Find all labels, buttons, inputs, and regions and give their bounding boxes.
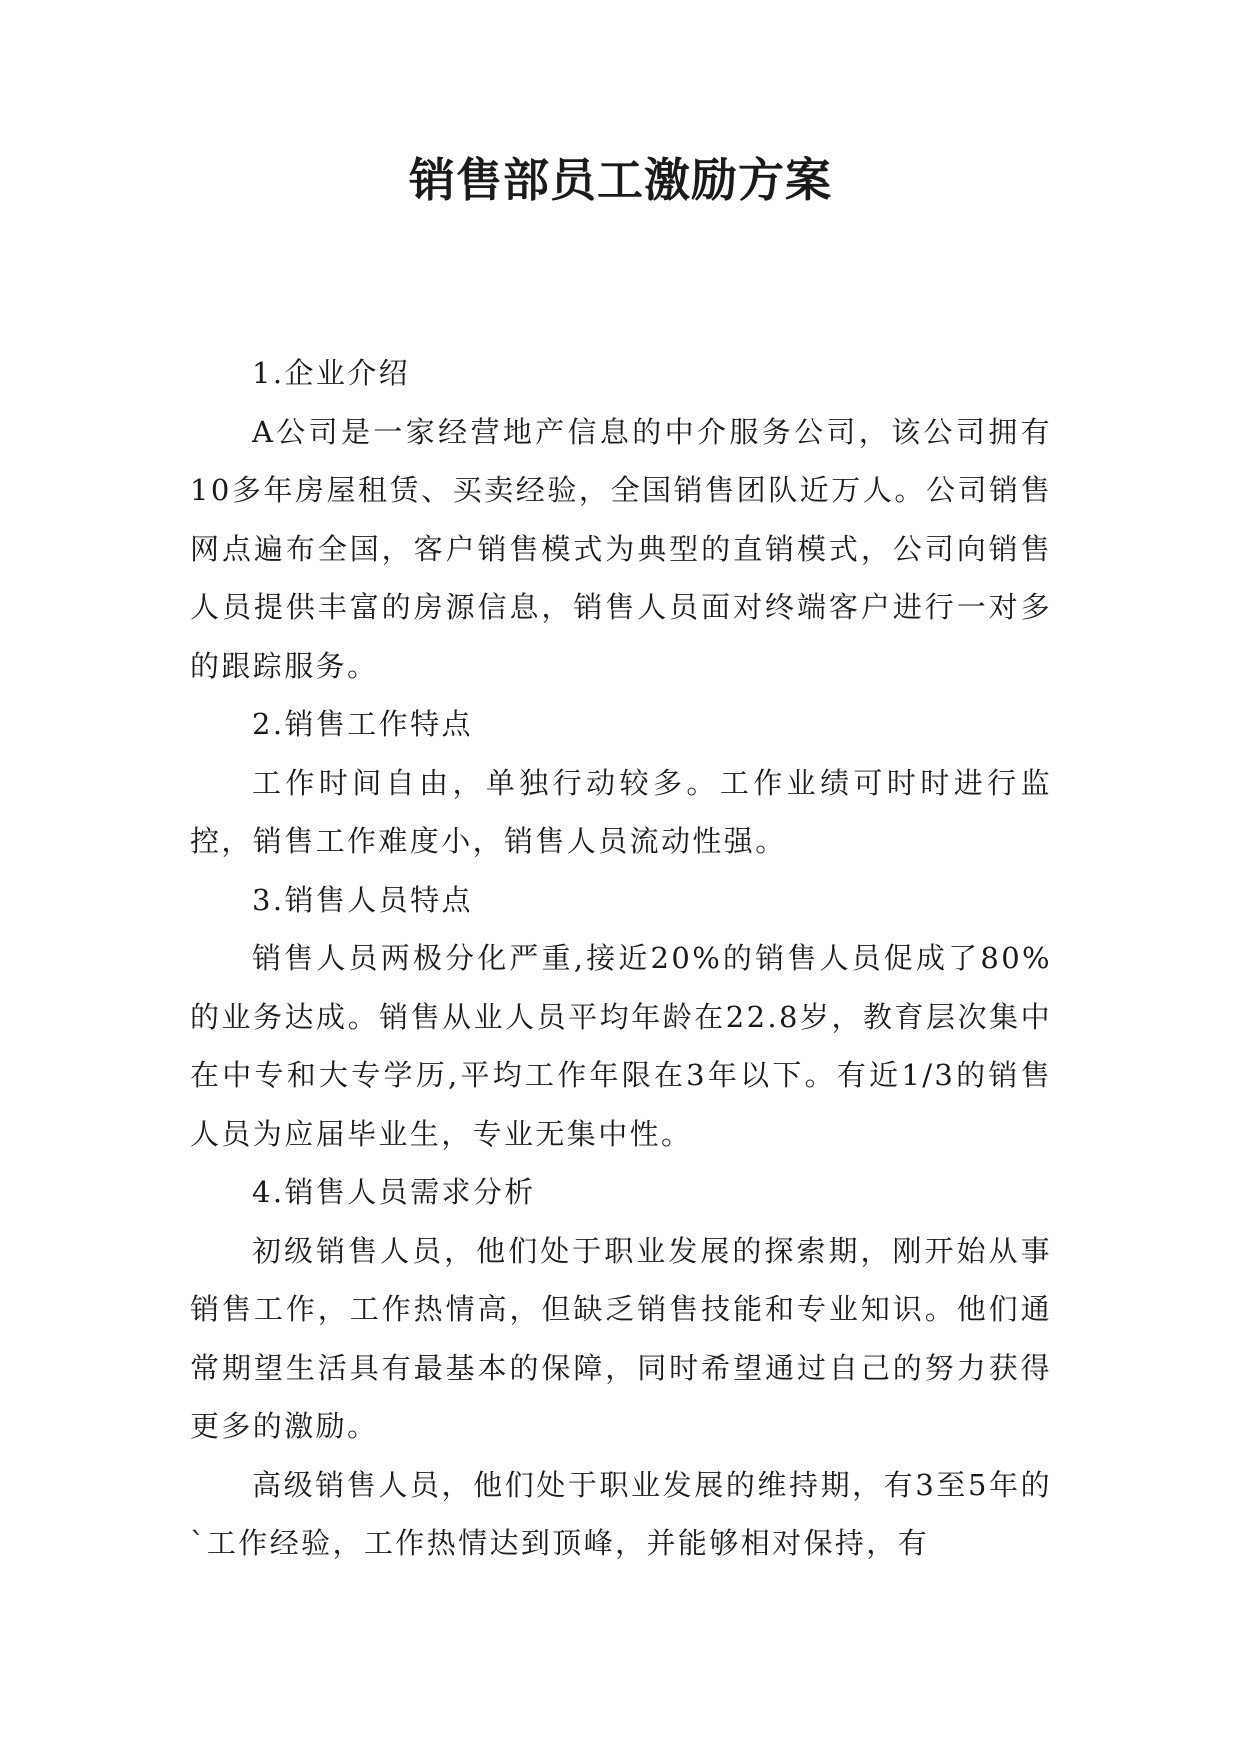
paragraph-salesperson-features: 销售人员两极分化严重,接近20%的销售人员促成了80%的业务达成。销售从业人员平均年龄在22.8岁，教育层次集中在中专和大专学历,平均工作年限在3年以下。有近1/3的销售人员为应届毕业生，专业无集中性。: [190, 941, 1052, 1151]
section-heading-needs-analysis: 4.销售人员需求分析: [252, 1175, 536, 1209]
section-heading-sales-work-features: 2.销售工作特点: [252, 707, 473, 741]
paragraph-senior-sales: 高级销售人员，他们处于职业发展的维持期，有3至5年的`工作经验，工作热情达到顶峰，并能够相对保持，有: [190, 1467, 1052, 1560]
section-heading-company-intro: 1.企业介绍: [252, 356, 411, 390]
paragraph-sales-work-features: 工作时间自由，单独行动较多。工作业绩可时时进行监控，销售工作难度小，销售人员流动性强。: [190, 765, 1052, 858]
document-body: [190, 344, 1052, 1573]
paragraph-company-intro: A公司是一家经营地产信息的中介服务公司，该公司拥有10多年房屋租赁、买卖经验，全国销售团队近万人。公司销售网点遍布全国，客户销售模式为典型的直销模式，公司向销售人员提供丰富的房源信息，销售人员面对终端客户进行一对多的跟踪服务。: [190, 414, 1052, 683]
section-heading-salesperson-features: 3.销售人员特点: [252, 882, 473, 917]
document-title: 销售部员工激励方案: [409, 153, 832, 207]
paragraph-junior-sales: 初级销售人员，他们处于职业发展的探索期，刚开始从事销售工作，工作热情高，但缺乏销售技能和专业知识。他们通常期望生活具有最基本的保障，同时希望通过自己的努力获得更多的激励。: [190, 1233, 1052, 1443]
